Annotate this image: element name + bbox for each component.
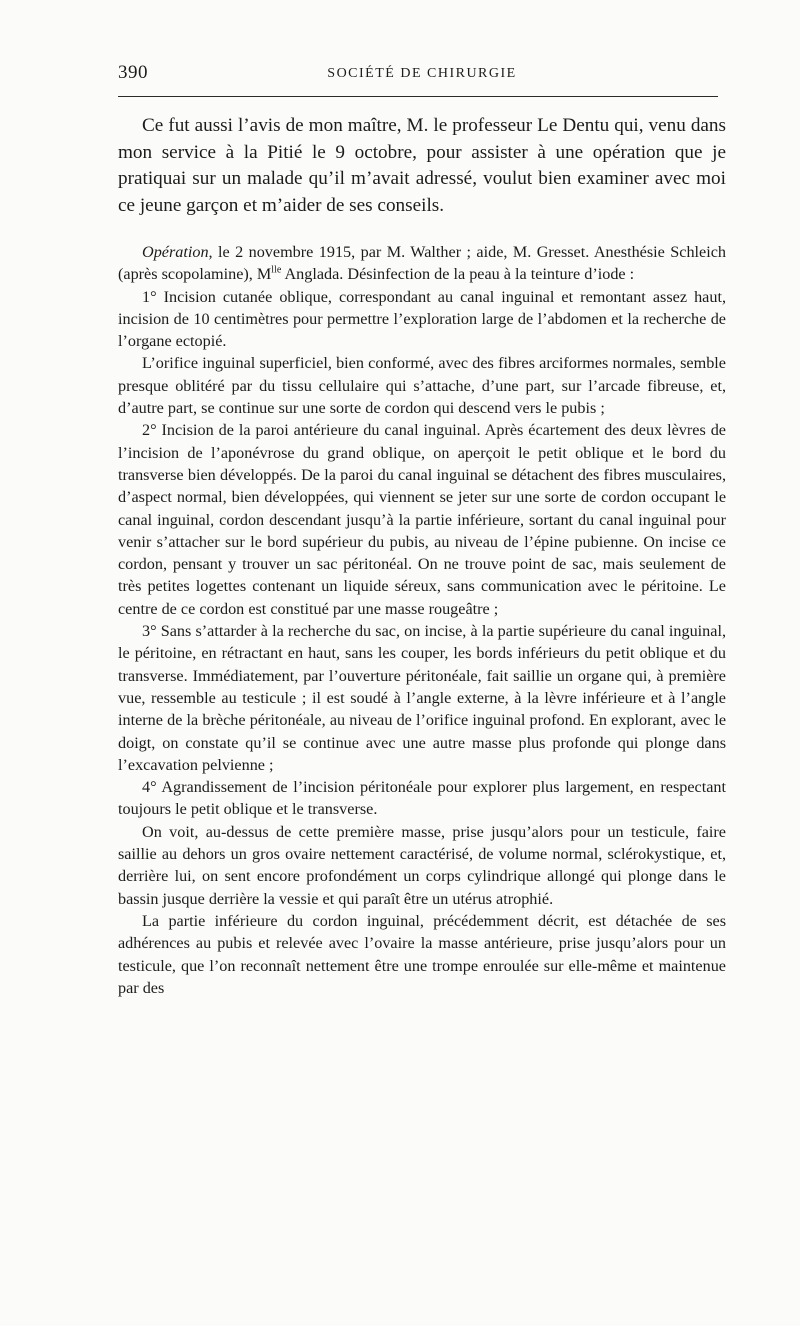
- paragraph-step-2: 2° Incision de la paroi antérieure du canal inguinal. Après écartement des deux lèvres de l’incision de l’aponévrose du grand oblique, on aperçoit le petit oblique et le bord du transverse bien développés. De la paroi du canal inguinal se détachent des fibres musculaires, d’aspect normal, bien développées, qui viennent se jeter sur une sorte de cordon occupant le canal inguinal, cordon descendant jusqu’à la partie inférieure, sortant du canal inguinal pour venir s’attacher sur le bord supérieur du pubis, au niveau de l’épine pubienne. On incise ce cordon, pensant y trouver un sac péritonéal. On ne trouve point de sac, mais seulement de très petites logettes contenant un liquide séreux, sans communication avec le péritoine. Le centre de ce cordon est constitué par une masse rougeâtre ;: [118, 421, 726, 618]
- paragraph-step-1: 1° Incision cutanée oblique, correspondant au canal inguinal et remontant assez haut, incision de 10 centimètres pour permettre l’exploration large de l’abdomen et la recherche de l’organe ectopié.: [118, 287, 726, 351]
- page-number: 390: [118, 62, 148, 83]
- running-head: SOCIÉTÉ DE CHIRURGIE: [327, 66, 517, 81]
- document-page: [118, 62, 726, 999]
- paragraph-ovary: On voit, au-dessus de cette première masse, prise jusqu’alors pour un testicule, faire saillie au dehors un gros ovaire nettement caractérisé, de volume normal, sclérokystique, et, derrière lui, on sent encore profondément un corps cylindrique allongé qui plonge dans le bassin jusque derrière la vessie et qui paraît être un utérus atrophié.: [118, 822, 726, 908]
- operation-text-after: Anglada. Désinfection de la peau à la teinture d’iode :: [281, 265, 635, 284]
- operation-text-before: le 2 novembre 1915, par M. Walther ; aide, M. Gresset. Anesthésie Schleich (après scopolamine), M: [118, 243, 726, 284]
- operation-report: [118, 241, 726, 999]
- page-header: [118, 62, 726, 96]
- paragraph-orifice: L’orifice inguinal superficiel, bien conformé, avec des fibres arciformes normales, semble presque oblitéré par du tissu cellulaire qui s’attache, d’une part, sur l’arcade fibreuse, et, d’autre part, se continue sur une sorte de cordon qui descend vers le pubis ;: [118, 354, 726, 418]
- paragraph-cord: La partie inférieure du cordon inguinal, précédemment décrit, est détachée de ses adhérences au pubis et relevée avec l’ovaire la masse antérieure, prise jusqu’alors pour un testicule, que l’on reconnaît nettement être une trompe enroulée sur elle-même et maintenue par des: [118, 911, 726, 997]
- operation-paragraph: [118, 241, 726, 286]
- operation-superscript: lle: [271, 264, 282, 276]
- intro-paragraph: Ce fut aussi l’avis de mon maître, M. le professeur Le Dentu qui, venu dans mon service à la Pitié le 9 octobre, pour assister à une opération que je pratiquai sur un malade qu’il m’avait adressé, voulut bien examiner avec moi ce jeune garçon et m’aider de ses conseils.: [118, 115, 726, 216]
- paragraph-step-3: 3° Sans s’attarder à la recherche du sac, on incise, à la partie supérieure du canal inguinal, le péritoine, en rétractant en haut, sans les couper, les bords inférieurs du petit oblique et du transverse. Immédiatement, par l’ouverture péritonéale, fait saillie un organe qui, à première vue, ressemble au testicule ; il est soudé à l’angle externe, à la lèvre inférieure et à l’angle interne de la brèche péritonéale, au niveau de l’orifice inguinal profond. En explorant, avec le doigt, on constate qu’il se continue avec une autre masse plus profonde qui plonge dans l’excavation pelvienne ;: [118, 622, 726, 774]
- operation-label: Opération,: [142, 243, 213, 261]
- header-rule: [118, 96, 718, 97]
- paragraph-step-4: 4° Agrandissement de l’incision péritonéale pour explorer plus largement, en respectant toujours le petit oblique et le transverse.: [118, 778, 726, 819]
